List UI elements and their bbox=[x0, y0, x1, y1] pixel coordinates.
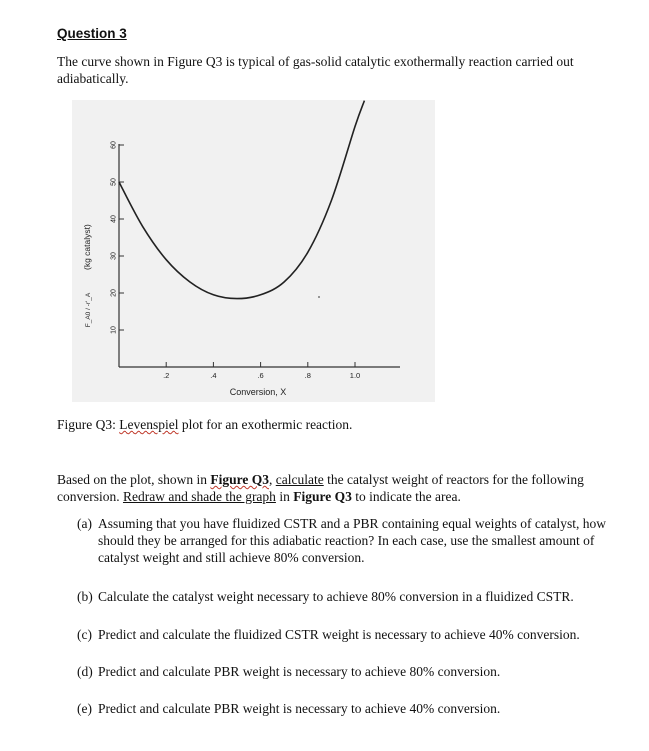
caption-suffix: plot for an exothermic reaction. bbox=[178, 417, 353, 432]
x-tick-label: .8 bbox=[304, 371, 311, 380]
instructions-text-3: the catalyst weight of reactors for the following conversion. bbox=[57, 472, 584, 504]
question-text: Predict and calculate PBR weight is necessary to achieve 80% conversion. bbox=[98, 664, 501, 679]
question-d bbox=[77, 663, 622, 680]
instructions-text-5: to indicate the area. bbox=[351, 489, 461, 504]
redraw-emphasis: Redraw and shade the graph bbox=[122, 489, 276, 504]
question-text: Predict and calculate PBR weight is necessary to achieve 40% conversion. bbox=[98, 701, 501, 716]
question-a bbox=[77, 515, 622, 566]
y-axis-label: (kg catalyst) bbox=[82, 224, 92, 270]
question-label: (e) bbox=[77, 701, 92, 716]
x-tick-label: .4 bbox=[210, 371, 217, 380]
caption-word: Levenspiel bbox=[119, 417, 179, 432]
question-label: (a) bbox=[77, 516, 92, 531]
data-series-line bbox=[119, 101, 364, 299]
x-axis-label: Conversion, X bbox=[229, 387, 287, 397]
question-b bbox=[77, 588, 622, 605]
caption-prefix: Figure Q3: bbox=[57, 417, 120, 432]
instructions-text-2: , bbox=[269, 472, 276, 487]
question-label: (d) bbox=[77, 664, 93, 679]
question-text: Predict and calculate the fluidized CSTR weight is necessary to achieve 40% conversion. bbox=[98, 627, 580, 642]
instructions-text-4: in bbox=[275, 489, 294, 504]
figure-q3 bbox=[72, 100, 435, 402]
x-tick-label: .2 bbox=[163, 371, 170, 380]
question-e bbox=[77, 700, 622, 717]
y-tick-label: 50 bbox=[110, 178, 118, 186]
x-tick-label: 1.0 bbox=[349, 371, 361, 380]
calculate-emphasis: calculate bbox=[275, 472, 324, 487]
instructions-paragraph bbox=[57, 471, 617, 505]
question-heading: Question 3 bbox=[57, 26, 127, 41]
stray-dot bbox=[318, 296, 320, 298]
y-tick-label: 60 bbox=[110, 141, 118, 149]
intro-paragraph: The curve shown in Figure Q3 is typical of gas-solid catalytic exothermally reaction carried out adiabatically. bbox=[57, 54, 574, 86]
y-tick-label: 10 bbox=[110, 326, 118, 334]
figure-caption bbox=[57, 417, 352, 433]
question-text: Assuming that you have fluidized CSTR and a PBR containing equal weights of catalyst, how should they be arranged for this adiabatic reaction? In each case, use the smallest amount of catalyst weight and still achieve 80% conversion. bbox=[98, 516, 607, 565]
instructions-text-1: Based on the plot, shown in bbox=[57, 472, 211, 487]
x-tick-label: .6 bbox=[257, 371, 264, 380]
question-c bbox=[77, 626, 622, 643]
question-label: (c) bbox=[77, 627, 92, 642]
y-tick-label: 30 bbox=[110, 252, 118, 260]
question-label: (b) bbox=[77, 589, 93, 604]
y-axis-fraction: F_A0 / -r'_A bbox=[85, 292, 92, 328]
y-tick-label: 40 bbox=[110, 215, 118, 223]
figure-reference-2: Figure Q3 bbox=[293, 489, 352, 504]
figure-reference: Figure Q3 bbox=[210, 472, 269, 487]
levenspiel-chart bbox=[72, 100, 435, 402]
y-tick-label: 20 bbox=[110, 289, 118, 297]
question-text: Calculate the catalyst weight necessary to achieve 80% conversion in a fluidized CSTR. bbox=[98, 589, 574, 604]
